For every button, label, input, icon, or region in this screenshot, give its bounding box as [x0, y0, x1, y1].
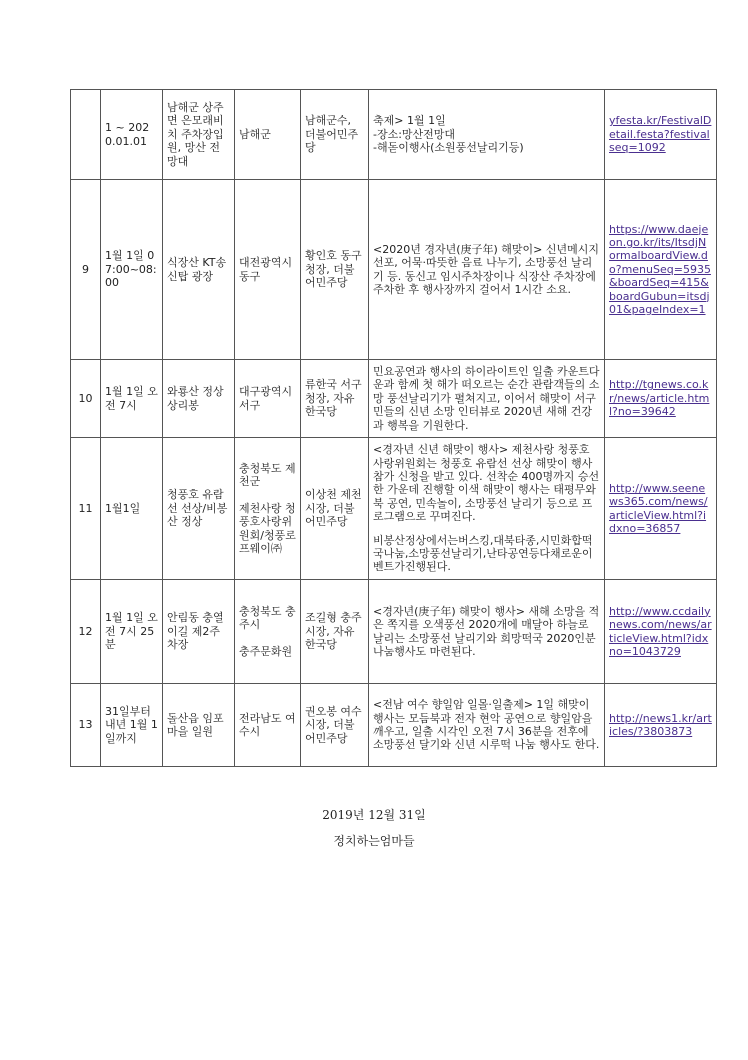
event-detail: [369, 684, 605, 767]
event-date: 1 ~ 2020.01.01: [101, 90, 163, 180]
event-region: 남해군: [235, 90, 301, 180]
row-number: 10: [71, 360, 101, 438]
row-number: 12: [71, 580, 101, 684]
events-table: [70, 89, 717, 767]
row-number: [71, 90, 101, 180]
event-detail: [369, 438, 605, 580]
source-link[interactable]: http://news1.kr/articles/?3803873: [605, 684, 717, 767]
event-detail: [369, 90, 605, 180]
event-date: 1월 1일 오전 7시 25분: [101, 580, 163, 684]
event-detail-extra-text: 비봉산정상에서는버스킹,대북타종,시민화합떡국나눔,소망풍선날리기,난타공연등다채로운이벤트가진행된다.: [373, 533, 593, 574]
event-host: 황인호 동구청장, 더불어민주당: [301, 180, 369, 360]
source-link[interactable]: yfesta.kr/FestivalDetail.festa?festivalseq=1092: [605, 90, 717, 180]
row-number: 13: [71, 684, 101, 767]
source-link[interactable]: http://tgnews.co.kr/news/article.html?no=39642: [605, 360, 717, 438]
event-detail: [369, 180, 605, 360]
source-link[interactable]: https://www.daejeon.go.kr/its/ItsdjNormalboardView.do?menuSeq=5935&boardSeq=415&boardGubun=itsdj01&pageIndex=1: [605, 180, 717, 360]
event-region: 충청북도 충주시 충주문화원: [235, 580, 301, 684]
table-row: [71, 360, 717, 438]
event-region: 전라남도 여수시: [235, 684, 301, 767]
event-region: 대구광역시 서구: [235, 360, 301, 438]
event-host: 권오봉 여수시장, 더불어민주당: [301, 684, 369, 767]
event-place: 돌산읍 임포마을 일원: [163, 684, 235, 767]
event-region: 대전광역시 동구: [235, 180, 301, 360]
event-host: 남해군수, 더불어민주당: [301, 90, 369, 180]
event-place: 안림동 충열이길 제2주차장: [163, 580, 235, 684]
row-number: 9: [71, 180, 101, 360]
event-date: 1월 1일 오전 7시: [101, 360, 163, 438]
event-detail-text: 축제> 1월 1일 -장소:망산전망대 -해돋이행사(소원풍선날리기등): [373, 114, 524, 155]
table-row: [71, 684, 717, 767]
event-region: 충청북도 제천군 제천사랑 청풍호사랑위원회/청풍로프웨이㈜: [235, 438, 301, 580]
event-date: 1월 1일 07:00~08:00: [101, 180, 163, 360]
source-link[interactable]: http://www.ccdailynews.com/news/articleView.html?idxno=1043729: [605, 580, 717, 684]
table-row: [71, 90, 717, 180]
event-host: 조길형 충주시장, 자유한국당: [301, 580, 369, 684]
row-number: 11: [71, 438, 101, 580]
document-date: 2019년 12월 31일: [322, 808, 426, 822]
event-host: 류한국 서구청장, 자유한국당: [301, 360, 369, 438]
event-detail-text: <경자년 신년 해맞이 행사> 제천사랑 청풍호 사랑위원회는 청풍호 유람선 선상 해맞이 행사 참가 신청을 받고 있다. 선착순 400명까지 승선한 가운데 진행할 이색 해맞이 행사는 태평무와 북 공연, 민속놀이, 소망풍선 날리기 등으로 프로그램으로 꾸며진다.: [373, 443, 600, 524]
organization-signature: 정치하는엄마들: [333, 834, 415, 848]
event-date: 31일부터 내년 1월 1일까지: [101, 684, 163, 767]
table-row: [71, 180, 717, 360]
event-place: 남해군 상주면 은모래비치 주차장입원, 망산 전망대: [163, 90, 235, 180]
table-row: [71, 438, 717, 580]
event-detail-text: <2020년 경자년(庚子年) 해맞이> 신년메시지 선포, 어묵·따뜻한 음료 나누기, 소망풍선 날리기 등. 동신고 임시주차장이나 식장산 주차장에 주차한 후 행사장까지 걸어서 1시간 소요.: [373, 242, 600, 296]
event-place: 식장산 KT송신탑 광장: [163, 180, 235, 360]
table-row: [71, 580, 717, 684]
event-detail-text: <전남 여수 향일암 일몰·일출제> 1일 해맞이 행사는 모듬북과 전자 현악 공연으로 향일암을 깨우고, 일출 시각인 오전 7시 36분을 전후에 소망풍선 달기와 신년 시루떡 나눔 행사도 한다.: [373, 698, 600, 752]
event-detail: [369, 360, 605, 438]
event-detail-text: <경자년(庚子年) 해맞이 행사> 새해 소망을 적은 쪽지를 오색풍선 2020개에 매달아 하늘로 날리는 소망풍선 날리기와 희망떡국 2020인분 나눔행사도 마련된다.: [373, 604, 600, 658]
event-detail-text: 민요공연과 행사의 하이라이트인 일출 카운트다운과 함께 첫 해가 떠오르는 순간 관람객들의 소망 풍선날리기가 펼쳐지고, 이어서 해맞이 서구민들의 신년 소망 인터뷰로 2020년 새해 건강과 행복을 기원한다.: [373, 364, 600, 432]
source-link[interactable]: http://www.seenews365.com/news/articleView.html?idxno=36857: [605, 438, 717, 580]
event-detail: [369, 580, 605, 684]
event-place: 와룡산 정상 상리봉: [163, 360, 235, 438]
event-place: 청풍호 유람선 선상/비봉산 정상: [163, 438, 235, 580]
event-host: 이상천 제천시장, 더불어민주당: [301, 438, 369, 580]
event-date: 1월1일: [101, 438, 163, 580]
